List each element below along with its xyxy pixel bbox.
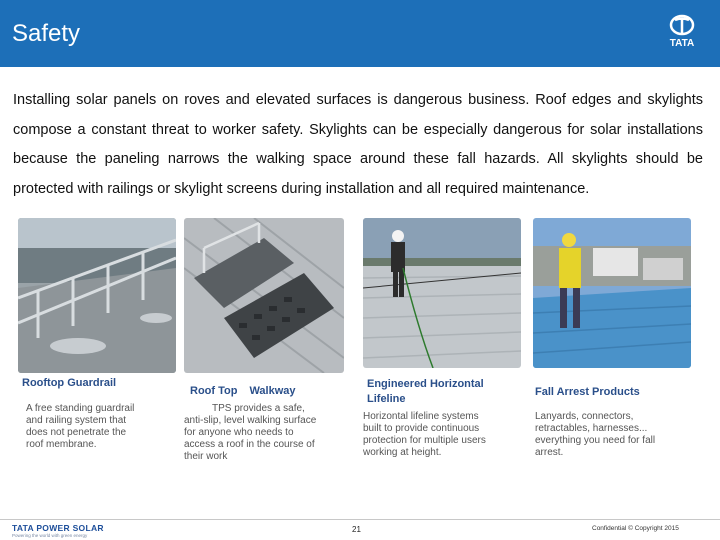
panel-title: Fall Arrest Products — [535, 386, 640, 398]
footer-brand: TATA POWER SOLAR — [12, 523, 104, 533]
lifeline-photo — [363, 218, 521, 368]
panel-description: A free standing guardrail and railing system that does not penetrate the roof membrane. — [26, 403, 135, 450]
panel-title: Engineered Horizontal Lifeline — [367, 378, 484, 405]
footer-tagline: Powering the world with green energy — [12, 533, 88, 538]
page-number: 21 — [352, 525, 361, 534]
panel-title: Rooftop Guardrail — [22, 377, 117, 389]
panel-roof-top-walkway — [184, 218, 344, 470]
confidential-notice: Confidential © Copyright 2015 — [592, 525, 679, 532]
panel-description: TPS provides a safe, anti-slip, level walking surface for anyone who needs to access a roof in the course of their work — [184, 403, 317, 462]
tata-logo-icon — [660, 14, 704, 50]
panel-horizontal-lifeline — [363, 218, 521, 470]
slide-title: Safety — [12, 20, 81, 47]
panel-description: Horizontal lifeline systems built to provide continuous protection for multiple users working at height. — [363, 411, 486, 458]
panel-description: Lanyards, connectors, retractables, harnesses... everything you need for fall arrest. — [535, 411, 656, 458]
panel-rooftop-guardrail — [18, 218, 176, 470]
fall-arrest-photo — [533, 218, 691, 368]
header-bar — [0, 0, 720, 67]
panel-title: Roof Top Walkway — [190, 385, 296, 397]
logo-text: TATA — [669, 38, 695, 49]
intro-paragraph: Installing solar panels on roves and elevated surfaces is dangerous business. Roof edges and skylights compose a constant threat to worker safety. Skylights can be especially dangerous for solar installations because the paneling narrows the walking space around these fall hazards. All skylights should be protected with railings or skylight screens during installation and all required maintenance. — [13, 92, 703, 197]
guardrail-photo — [18, 218, 176, 373]
panel-fall-arrest-products — [533, 218, 691, 470]
walkway-photo — [184, 218, 344, 373]
footer-logo — [12, 523, 112, 537]
footer-divider — [0, 519, 720, 520]
